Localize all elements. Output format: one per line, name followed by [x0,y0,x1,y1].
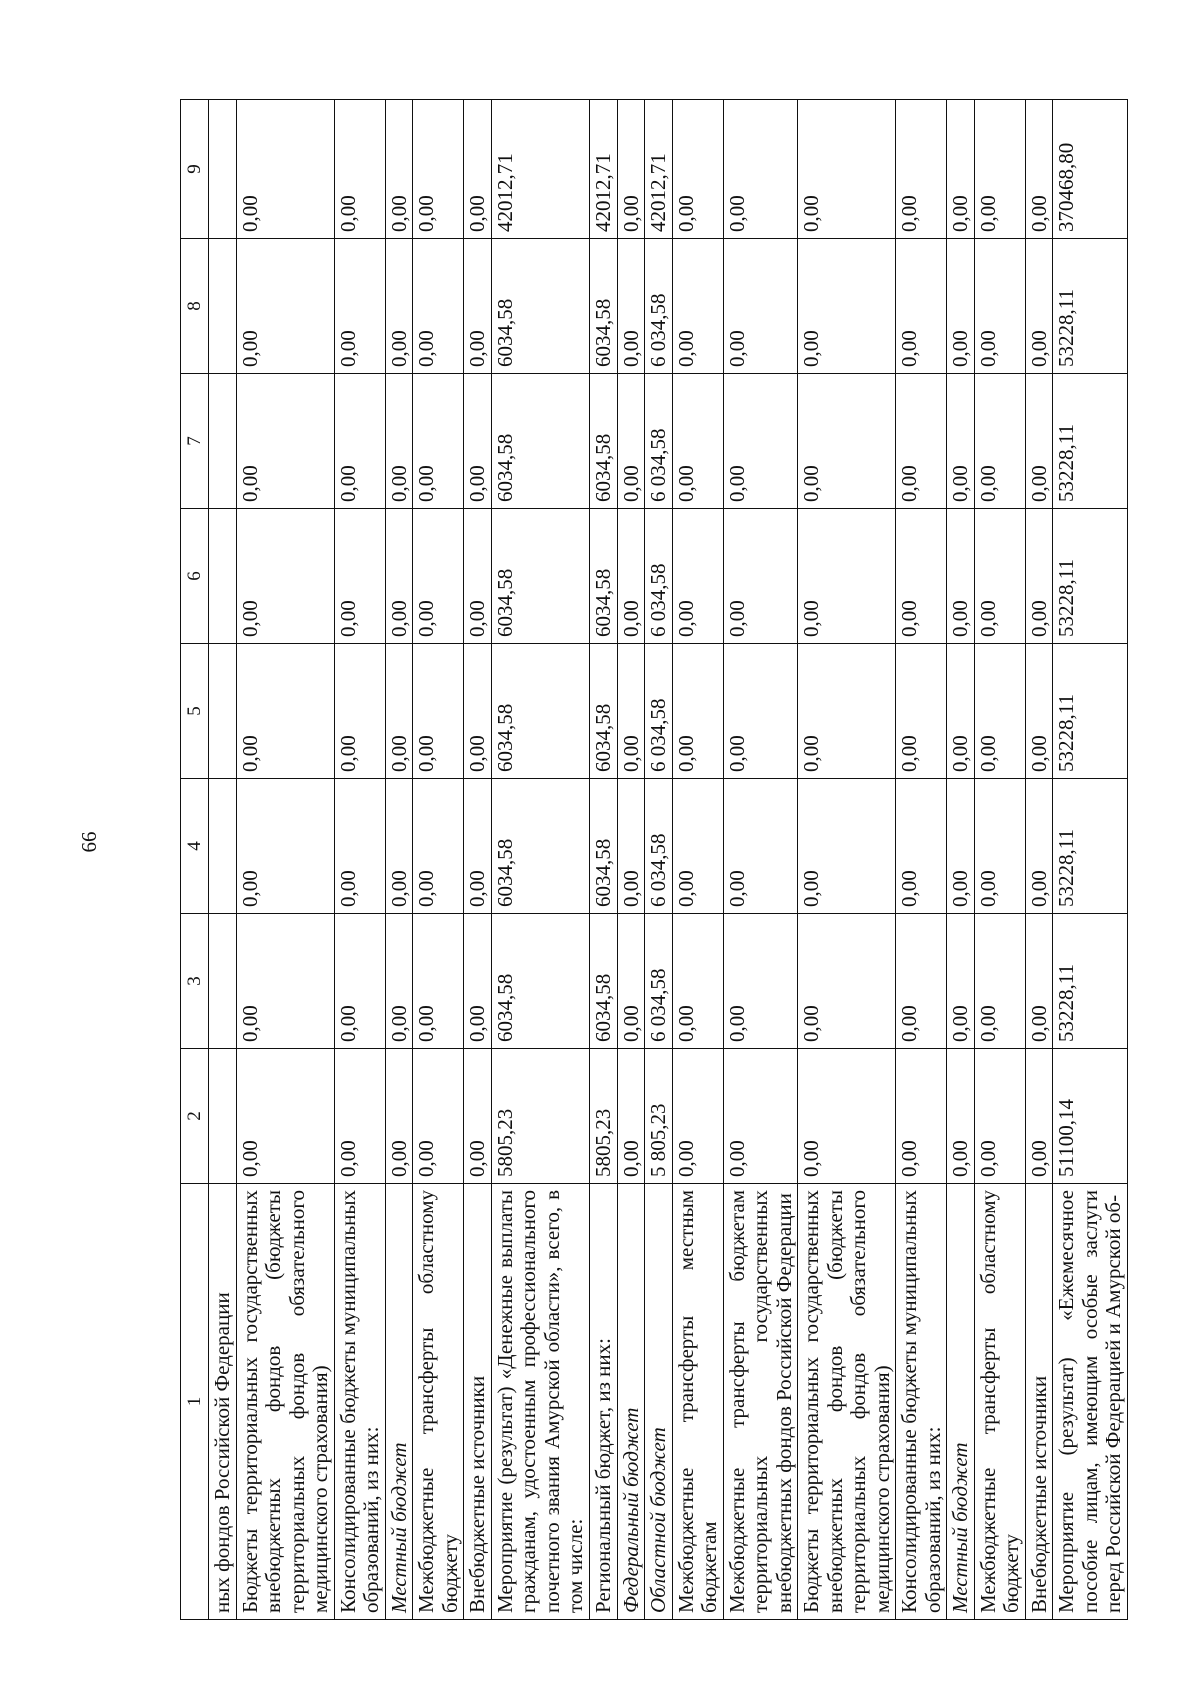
row-label: ных фондов Российской Федерации [209,1184,237,1620]
cell-value: 0,00 [672,1049,723,1184]
cell-value: 0,00 [672,509,723,644]
cell-value: 6 034,58 [645,644,673,779]
cell-value: 0,00 [798,239,896,374]
table-row [645,100,673,1620]
cell-value: 0,00 [236,374,334,509]
cell-value: 0,00 [974,1049,1025,1184]
cell-value: 0,00 [974,374,1025,509]
column-header-8: 8 [181,239,209,374]
cell-value: 0,00 [723,1049,798,1184]
cell-value: 0,00 [385,374,413,509]
cell-value [209,644,237,779]
cell-value: 5805,23 [590,1049,618,1184]
cell-value: 6034,58 [590,914,618,1049]
table-row [464,100,492,1620]
cell-value [209,239,237,374]
cell-value: 0,00 [464,914,492,1049]
cell-value: 0,00 [617,1049,645,1184]
cell-value: 0,00 [723,239,798,374]
cell-value: 6034,58 [491,779,589,914]
cell-value: 0,00 [672,100,723,239]
cell-value: 0,00 [464,509,492,644]
cell-value: 0,00 [723,100,798,239]
cell-value: 0,00 [974,914,1025,1049]
cell-value: 0,00 [896,914,947,1049]
cell-value: 0,00 [334,239,385,374]
cell-value: 0,00 [334,100,385,239]
cell-value: 0,00 [896,644,947,779]
cell-value: 0,00 [723,509,798,644]
cell-value: 6034,58 [590,374,618,509]
row-label: Межбюджетные трансферты местным бюджетам [672,1184,723,1620]
cell-value: 42012,71 [645,100,673,239]
cell-value [209,100,237,239]
cell-value: 0,00 [617,374,645,509]
cell-value: 0,00 [236,779,334,914]
cell-value: 0,00 [413,509,464,644]
cell-value: 0,00 [617,914,645,1049]
cell-value: 0,00 [385,509,413,644]
cell-value [209,914,237,1049]
row-label: Внебюджетные источники [464,1184,492,1620]
cell-value: 0,00 [947,644,975,779]
cell-value: 370468,80 [1053,100,1128,239]
cell-value: 0,00 [974,239,1025,374]
cell-value: 0,00 [798,509,896,644]
cell-value: 0,00 [1025,914,1053,1049]
cell-value: 6 034,58 [645,509,673,644]
table-row [798,100,896,1620]
cell-value [209,1049,237,1184]
cell-value: 0,00 [464,239,492,374]
cell-value: 0,00 [617,100,645,239]
cell-value: 0,00 [464,374,492,509]
table-row [1025,100,1053,1620]
row-label: Межбюджетные трансферты областному бюджету [413,1184,464,1620]
row-label: Консолидированные бюджеты муниципальных образований, из них: [334,1184,385,1620]
budget-table [180,99,1128,1620]
cell-value: 0,00 [236,509,334,644]
cell-value: 0,00 [334,509,385,644]
cell-value: 0,00 [413,1049,464,1184]
cell-value [209,779,237,914]
cell-value: 0,00 [1025,509,1053,644]
cell-value: 0,00 [896,374,947,509]
cell-value: 0,00 [1025,1049,1053,1184]
cell-value: 0,00 [723,779,798,914]
cell-value [209,509,237,644]
cell-value: 0,00 [672,374,723,509]
cell-value: 0,00 [334,914,385,1049]
cell-value: 0,00 [947,1049,975,1184]
cell-value: 6034,58 [491,914,589,1049]
cell-value: 0,00 [896,100,947,239]
cell-value: 0,00 [464,779,492,914]
table-row [974,100,1025,1620]
cell-value: 0,00 [385,914,413,1049]
cell-value: 0,00 [236,100,334,239]
table-row [590,100,618,1620]
cell-value: 0,00 [385,239,413,374]
cell-value: 0,00 [896,1049,947,1184]
cell-value: 0,00 [334,779,385,914]
cell-value: 6034,58 [590,239,618,374]
row-label: Местный бюджет [947,1184,975,1620]
table-row [236,100,334,1620]
cell-value: 0,00 [974,644,1025,779]
cell-value: 0,00 [385,779,413,914]
cell-value: 0,00 [798,644,896,779]
cell-value: 0,00 [947,779,975,914]
table-row [209,100,237,1620]
cell-value: 0,00 [236,644,334,779]
row-label: Межбюджетные трансферты областному бюджету [974,1184,1025,1620]
rotated-table-container [180,100,1180,1620]
cell-value: 0,00 [947,374,975,509]
cell-value: 0,00 [413,100,464,239]
row-label: Межбюджетные трансферты бюджетам территориальных государственных внебюджетных фондов Российской Федерации [723,1184,798,1620]
table-row [1053,100,1128,1620]
cell-value [209,374,237,509]
cell-value: 6034,58 [491,374,589,509]
column-header-1: 1 [181,1184,209,1620]
row-label: Внебюджетные источники [1025,1184,1053,1620]
table-row [413,100,464,1620]
cell-value: 0,00 [334,374,385,509]
table-row [896,100,947,1620]
cell-value: 0,00 [617,644,645,779]
cell-value: 0,00 [413,914,464,1049]
table-row [672,100,723,1620]
cell-value: 6 034,58 [645,779,673,914]
cell-value: 0,00 [334,644,385,779]
table-body [209,100,1128,1620]
cell-value: 0,00 [334,1049,385,1184]
cell-value: 53228,11 [1053,644,1128,779]
row-label: Федеральный бюджет [617,1184,645,1620]
cell-value: 0,00 [413,374,464,509]
cell-value: 53228,11 [1053,779,1128,914]
cell-value: 0,00 [974,100,1025,239]
row-label: Бюджеты территориальных государственных внебюджетных фондов (бюджеты территориальных фондов обязательного медицинского страхования) [236,1184,334,1620]
table-row [385,100,413,1620]
cell-value: 0,00 [798,100,896,239]
cell-value: 6034,58 [590,644,618,779]
table-row [947,100,975,1620]
cell-value: 0,00 [723,374,798,509]
row-label: Местный бюджет [385,1184,413,1620]
cell-value: 6034,58 [491,239,589,374]
cell-value: 0,00 [464,1049,492,1184]
cell-value: 0,00 [413,239,464,374]
header-row [181,100,209,1620]
cell-value: 42012,71 [590,100,618,239]
table-row [491,100,589,1620]
cell-value: 0,00 [723,914,798,1049]
page-number: 66 [77,831,101,853]
table-row [334,100,385,1620]
row-label: Мероприятие (результат) «Ежемесячное пособие лицам, имеющим особые заслуги перед Российской Федерацией и Амурской об- [1053,1184,1128,1620]
cell-value: 0,00 [798,914,896,1049]
cell-value: 0,00 [672,779,723,914]
cell-value: 0,00 [896,239,947,374]
row-label: Мероприятие (результат) «Денежные выплаты гражданам, удостоенным профессионального почетного звания Амурской области», всего, в том числе: [491,1184,589,1620]
column-header-9: 9 [181,100,209,239]
row-label: Консолидированные бюджеты муниципальных образований, из них: [896,1184,947,1620]
cell-value: 0,00 [385,100,413,239]
table-row [617,100,645,1620]
cell-value: 0,00 [723,644,798,779]
cell-value: 0,00 [672,239,723,374]
cell-value: 0,00 [896,509,947,644]
cell-value: 0,00 [947,914,975,1049]
cell-value: 0,00 [1025,374,1053,509]
cell-value: 0,00 [385,644,413,779]
cell-value: 6 034,58 [645,914,673,1049]
column-header-3: 3 [181,914,209,1049]
cell-value: 0,00 [1025,644,1053,779]
cell-value: 53228,11 [1053,509,1128,644]
row-label: Региональный бюджет, из них: [590,1184,618,1620]
cell-value: 6 034,58 [645,239,673,374]
cell-value: 0,00 [947,509,975,644]
cell-value: 0,00 [236,914,334,1049]
cell-value: 0,00 [974,509,1025,644]
cell-value: 0,00 [617,779,645,914]
cell-value: 0,00 [798,779,896,914]
cell-value: 0,00 [798,1049,896,1184]
cell-value: 0,00 [672,644,723,779]
cell-value: 53228,11 [1053,914,1128,1049]
cell-value: 0,00 [896,779,947,914]
table-row [723,100,798,1620]
cell-value: 0,00 [974,779,1025,914]
cell-value: 0,00 [464,644,492,779]
column-header-5: 5 [181,644,209,779]
cell-value: 42012,71 [491,100,589,239]
cell-value: 5805,23 [491,1049,589,1184]
row-label: Областной бюджет [645,1184,673,1620]
cell-value: 0,00 [464,100,492,239]
cell-value: 6 034,58 [645,374,673,509]
cell-value: 0,00 [236,1049,334,1184]
row-label: Бюджеты территориальных государственных внебюджетных фондов (бюджеты территориальных фондов обязательного медицинского страхования) [798,1184,896,1620]
cell-value: 6034,58 [590,779,618,914]
cell-value: 0,00 [617,239,645,374]
cell-value: 0,00 [413,644,464,779]
cell-value: 6034,58 [491,644,589,779]
cell-value: 0,00 [1025,100,1053,239]
cell-value: 0,00 [236,239,334,374]
cell-value: 53228,11 [1053,374,1128,509]
column-header-4: 4 [181,779,209,914]
cell-value: 0,00 [798,374,896,509]
cell-value: 0,00 [1025,239,1053,374]
cell-value: 0,00 [617,509,645,644]
column-header-2: 2 [181,1049,209,1184]
cell-value: 0,00 [385,1049,413,1184]
cell-value: 5 805,23 [645,1049,673,1184]
cell-value: 0,00 [1025,779,1053,914]
cell-value: 53228,11 [1053,239,1128,374]
cell-value: 0,00 [672,914,723,1049]
column-header-6: 6 [181,509,209,644]
cell-value: 0,00 [947,100,975,239]
cell-value: 6034,58 [590,509,618,644]
cell-value: 0,00 [413,779,464,914]
cell-value: 0,00 [947,239,975,374]
cell-value: 6034,58 [491,509,589,644]
cell-value: 51100,14 [1053,1049,1128,1184]
column-header-7: 7 [181,374,209,509]
